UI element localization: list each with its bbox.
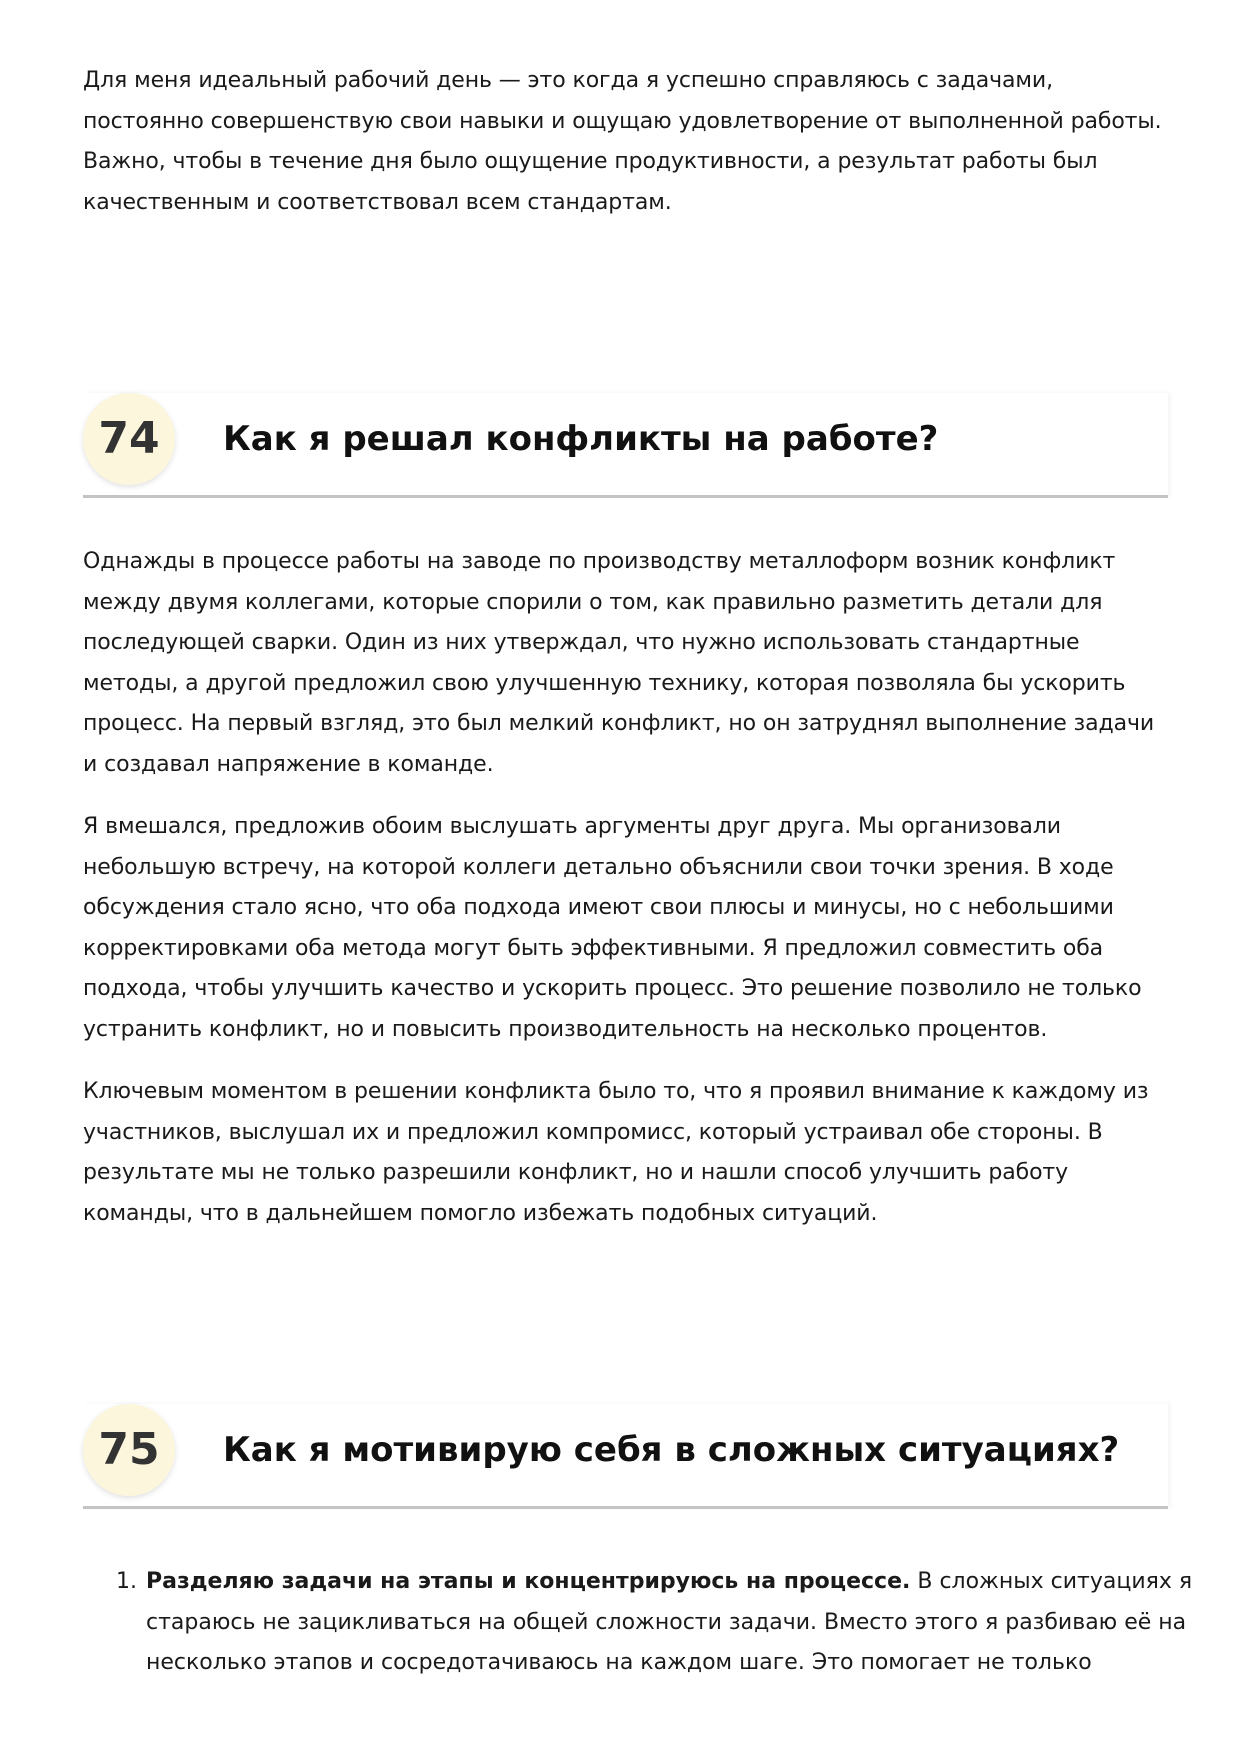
section-title: Как я мотивирую себя в сложных ситуациях? (223, 1430, 1120, 1470)
section-74-body (83, 542, 1168, 1256)
list-item (116, 1562, 1231, 1684)
section-title: Как я решал конфликты на работе? (223, 419, 939, 459)
paragraph: Ключевым моментом в решении конфликта было то, что я проявил внимание к каждому из участников, выслушал их и предложил компромисс, который устраивал обе стороны. В результате мы не только разрешили конфликт, но и нашли способ улучшить работу команды, что в дальнейшем помогло избежать подобных ситуаций. (83, 1079, 1149, 1226)
question-number-badge: 74 (83, 393, 175, 485)
list-item-number: 1. (116, 1569, 137, 1594)
section-74-header (83, 393, 1168, 498)
intro-paragraph: Для меня идеальный рабочий день — это когда я успешно справляюсь с задачами, постоянно совершенствую свои навыки и ощущаю удовлетворение от выполненной работы. Важно, чтобы в течение дня было ощущение продуктивности, а результат работы был качественным и соответствовал всем стандартам. (83, 68, 1162, 215)
section-75-header (83, 1404, 1168, 1509)
paragraph: Однажды в процессе работы на заводе по производству металлоформ возник конфликт между двумя коллегами, которые спорили о том, как правильно разметить детали для последующей сварки. Один из них утверждал, что нужно использовать стандартные методы, а другой предложил свою улучшенную технику, которая позволяла бы ускорить процесс. На первый взгляд, это был мелкий конфликт, но он затруднял выполнение задачи и создавал напряжение в команде. (83, 549, 1155, 777)
paragraph: Я вмешался, предложив обоим выслушать аргументы друг друга. Мы организовали небольшую встречу, на которой коллеги детально объяснили свои точки зрения. В ходе обсуждения стало ясно, что оба подхода имеют свои плюсы и минусы, но с небольшими корректировками оба метода могут быть эффективными. Я предложил совместить оба подхода, чтобы улучшить качество и ускорить процесс. Это решение позволило не только устранить конфликт, но и повысить производительность на несколько процентов. (83, 814, 1142, 1042)
list-item-heading: Разделяю задачи на этапы и концентрируюсь на процессе. (146, 1569, 911, 1594)
intro-block (83, 61, 1168, 223)
question-number-badge: 75 (83, 1404, 175, 1496)
list-item-text: В сложных ситуациях я стараюсь не зацикливаться на общей сложности задачи. Вместо этого я разбиваю её на несколько этапов и сосредотачиваюсь на каждом шаге. Это помогает не только (146, 1569, 1193, 1675)
section-75-list (83, 1562, 1231, 1684)
